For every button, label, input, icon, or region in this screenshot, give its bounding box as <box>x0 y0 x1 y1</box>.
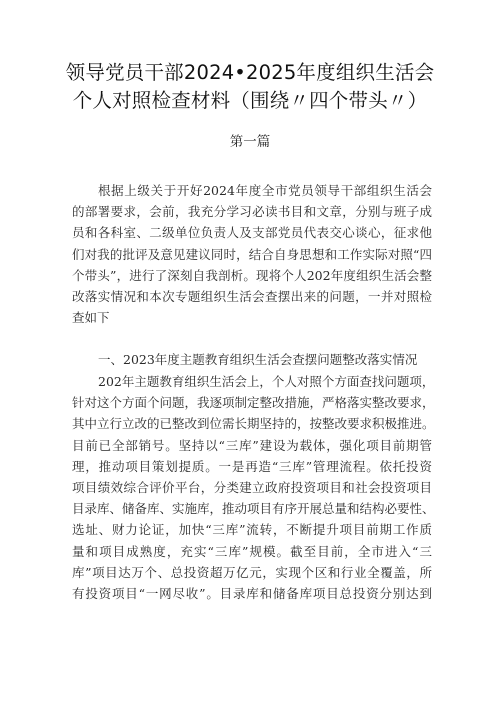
text-line: 的部署要求，会前，我充分学习必读书目和文章，分别与班子成 <box>72 204 432 220</box>
text-line: 202年主题教育组织生活会上，个人对照个方面查找问题项， <box>98 374 435 389</box>
text-line: 针对这个方面个问题，我逐项制定整改措施，严格落实整改要求， <box>72 395 435 411</box>
section-label: 第一篇 <box>229 134 271 150</box>
text-line: 库”项目达万个、总投资超万亿元，实现个区和行业全覆盖，所 <box>72 564 432 580</box>
document-title-line-1: 领导党员干部2024•2025年度组织生活会 <box>65 61 435 84</box>
paragraph-intro <box>72 180 432 328</box>
text-line: 根据上级关于开好2024年度全市党员领导干部组织生活会 <box>98 183 432 198</box>
document-title-line-2: 个人对照检查材料（围绕〃四个带头〃） <box>72 89 428 112</box>
text-line: 改落实情况和本次专题组织生活会查摆出来的问题，一并对照检 <box>72 288 432 304</box>
text-line: 项目绩效综合评价平台，分类建立政府投资项目和社会投资项目 <box>72 479 432 495</box>
text-line: 其中立行立改的已整改到位需长期坚持的，按整改要求积极推进。 <box>72 416 435 432</box>
heading-text: 一、2023年度主题教育组织生活会查摆问题整改落实情况 <box>98 352 418 367</box>
text-line: 目录库、储备库、实施库，推动项目有序开展总量和结构必要性、 <box>72 501 435 517</box>
text-line: 理，推动项目策划提质。一是再造“三库”管理流程。依托投资 <box>72 458 432 474</box>
text-line: 们对我的批评及意见建议同时，结合自身思想和工作实际对照“四 <box>72 246 432 262</box>
text-line: 个带头”，进行了深刻自我剖析。现将个人202年度组织生活会整 <box>72 267 432 283</box>
section-heading-1 <box>72 349 432 370</box>
paragraph-rectification <box>72 371 435 604</box>
text-line: 员和各科室、二级单位负责人及支部党员代表交心谈心，征求他 <box>72 225 432 241</box>
text-line: 目前已全部销号。坚持以“三库”建设为载体，强化项目前期管 <box>72 437 432 453</box>
text-line: 有投资项目“一网尽收”。目录库和储备库项目总投资分别达到 <box>72 585 432 601</box>
text-line: 选址、财力论证，加快“三库”流转，不断提升项目前期工作质 <box>72 522 432 538</box>
text-line: 查如下 <box>72 310 110 326</box>
text-line: 量和项目成熟度，充实“三库”规模。截至目前，全市进入“三 <box>72 543 432 559</box>
